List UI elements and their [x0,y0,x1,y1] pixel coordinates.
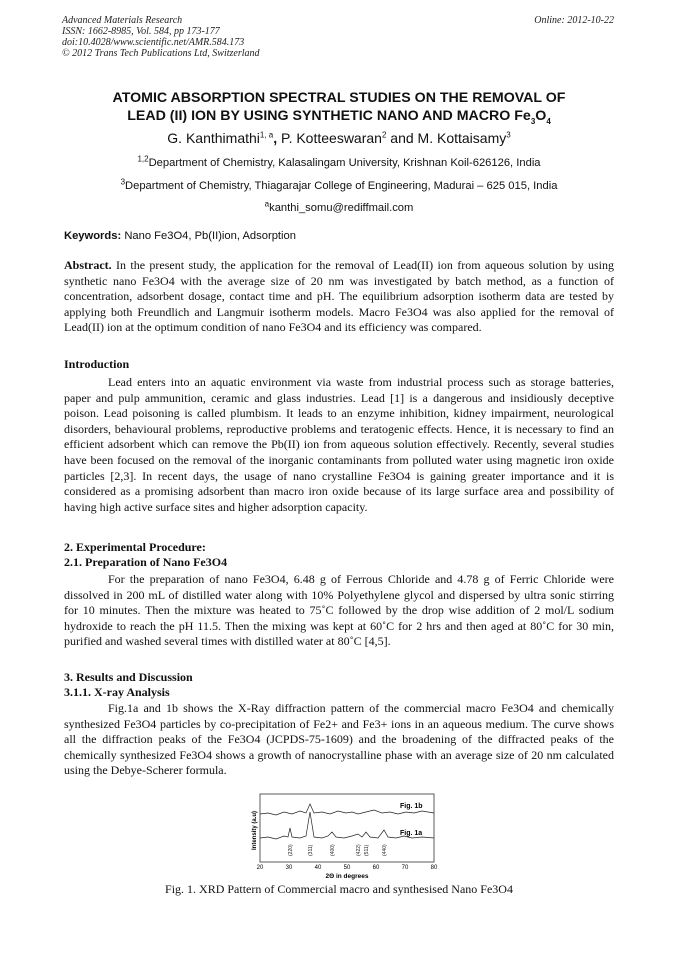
peak-label-220: (220) [288,844,294,856]
peak-label-511: (511) [364,844,370,856]
x-tick-50: 50 [343,865,351,871]
journal-header [62,15,260,59]
title-line-2: LEAD (II) ION BY USING SYNTHETIC NANO AND MACRO $Fe_3O_4$ [127,108,551,126]
section-preparation: 2.1. Preparation of Nano Fe3O4 [64,555,228,569]
x-tick-70: 70 [401,865,409,871]
x-axis-label: 2Θ in degrees [325,873,369,880]
x-tick-30: 30 [285,865,293,871]
paper-title [60,89,618,125]
label-fig-1b: Fig. 1b [400,803,423,810]
x-tick-60: 60 [372,865,380,871]
section-experimental: 2. Experimental Procedure: [64,540,206,554]
xrd-figure [248,790,438,880]
introduction-text: Lead enters into an aquatic environment via waste from industrial process such as storage batteries, paper and pulp ammunition, ceramic and glass industries. Lead [1] is a dangerous and insidiously deceptive poison. Lead poisoning is called plumbism. It leads to an enzyme inhibition, kidney impairment, neurological disorders, behavioural problems, reproductive problems and teratogenic effects. Hence, it is necessary to find an efficient adsorbent which can remove the Pb(II) ion from aqueous solution effectively. Recently, several studies have been focused on the removal of the inorganic contaminants from polluted water using magnetic iron oxide particles [2,3]. In recent days, the usage of nano crystalline Fe3O4 is gaining greater importance and it is considered as a promising adsorbent than macro iron oxide because of its large surface area and possibility of having high active surface sites and higher adsorption capacity. [64,375,614,514]
doi: doi:10.4028/www.scientific.net/AMR.584.173 [62,37,245,48]
preparation-text: For the preparation of nano Fe3O4, 6.48 g of Ferrous Chloride and 4.78 g of Ferric Chloride were dissolved in 200 mL of distilled water along with 10% Polyethylene glycol and dispersed by ultra sonic stirring for 10 minutes. Then the mixture was heated to 75˚C followed by the drop wise addition of 2 mol/L sodium hydroxide to reach the pH 11.5. Then the mixing was kept at 60˚C for 2 hrs and then aged at 80˚C for 30 min, purified and washed several times with distilled water at 80˚C [4,5]. [64,572,614,649]
email: $^a$kanthi_somu@rediffmail.com [264,199,414,214]
abstract: Abstract. In the present study, the application for the removal of Lead(II) ion from aqueous solution by using synthetic nano Fe3O4 with the average size of 20 nm was investigated by batch method, as a function of concentration, adsorbent dosage, contact time and pH. The equilibrium adsorption isotherm data are tested by applying both Freundlich and Langmuir isotherm models. Macro Fe3O4 was also applied for the removal of Lead(II) ion at the optimum condition of nano Fe3O4 and its efficiency was compared. [64,258,614,335]
journal-name: Advanced Materials Research [62,15,183,26]
x-tick-40: 40 [314,865,322,871]
section-introduction: Introduction [64,357,130,371]
affiliation-2: $^3$Department of Chemistry, Thiagarajar College of Engineering, Madurai – 625 015, India [120,177,558,192]
section-results: 3. Results and Discussion [64,670,193,684]
x-tick-80: 80 [430,865,438,871]
online-date: Online: 2012-10-22 [534,15,614,26]
copyright: © 2012 Trans Tech Publications Ltd, Switzerland [62,48,260,59]
authors: G. Kanthimathi$^{1, a}$, P. Kotteeswaran$^2$ and M. Kottaisamy$^3$ [167,130,511,146]
keywords: Keywords: Nano Fe3O4, Pb(II)ion, Adsorption [64,230,296,242]
x-tick-20: 20 [256,865,264,871]
title-line-1: ATOMIC ABSORPTION SPECTRAL STUDIES ON THE REMOVAL OF [112,90,566,106]
peak-label-400: (400) [330,844,336,856]
peak-label-422: (422) [356,844,362,856]
xray-text: Fig.1a and 1b shows the X-Ray diffraction pattern of the commercial macro Fe3O4 and chemically synthesized Fe3O4 particles by co-precipitation of Fe2+ and Fe3+ ions in an aqueous medium. The curve shows all the diffraction peaks of the Fe3O4 (JCPDS-75-1609) and the broadening of the diffracted peaks of the chemically synthesized Fe3O4 shows a growth of nanocrystalline phase with an average size of 20 nm calculated using the Debye-Scherer formula. [64,701,614,778]
affiliation-1: $^{1,2}$Department of Chemistry, Kalasalingam University, Krishnan Koil-626126, India [137,154,541,169]
section-xray: 3.1.1. X-ray Analysis [64,685,170,699]
peak-label-440: (440) [382,844,388,856]
y-axis-label: Intensity (a.u) [252,810,258,850]
issn: ISSN: 1662-8985, Vol. 584, pp 173-177 [62,26,220,37]
label-fig-1a: Fig. 1a [400,830,423,837]
figure-caption: Fig. 1. XRD Pattern of Commercial macro and synthesised Nano Fe3O4 [165,882,513,896]
peak-label-311: (311) [308,844,314,856]
